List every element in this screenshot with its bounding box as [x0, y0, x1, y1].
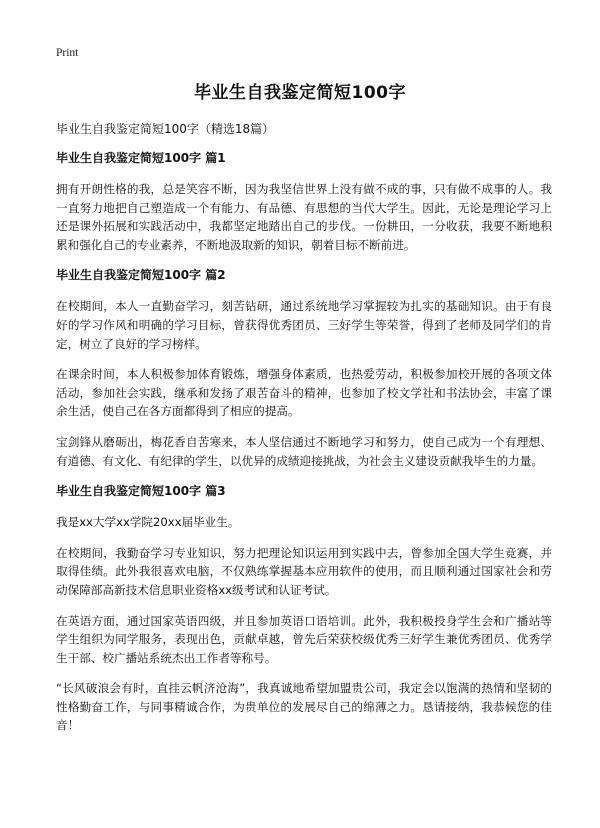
- section-heading: 毕业生自我鉴定简短100字 篇2: [56, 268, 226, 283]
- paragraph: 在校期间，我勤奋学习专业知识，努力把理论知识运用到实践中去，曾参加全国大学生竞赛，并取得佳绩。此外我很喜欢电脑，不仅熟练掌握基本应用软件的使用，而且顺利通过国家社会和劳动保障部高新技术信息职业资格xx级考试和认证考试。: [56, 545, 552, 597]
- paragraph: 我是xx大学xx学院20xx届毕业生。: [56, 515, 240, 530]
- section-3: [56, 482, 552, 735]
- section-2: [56, 266, 552, 470]
- paragraph: “长风破浪会有时，直挂云帆济沧海”，我真诚地希望加盟贵公司，我定会以饱满的热情和坚韧的性格勤奋工作，与同事精诚合作，为贵单位的发展尽自己的绵薄之力。恳请接纳，我恭候您的佳音！: [56, 681, 552, 733]
- document-body: [56, 120, 552, 747]
- paragraph: 拥有开朗性格的我，总是笑容不断，因为我坚信世界上没有做不成的事，只有做不成事的人。我一直努力地把自己塑造成一个有能力、有品德、有思想的当代大学生。因此，无论是理论学习上还是课外拓展和实践活动中，我都坚定地踏出自己的步伐。一份耕田，一分收获，我要不断地积累和强化自己的专业素养，不断地汲取新的知识，朝着目标不断前进。: [56, 182, 552, 252]
- section-1: [56, 149, 552, 254]
- page-title: 毕业生自我鉴定简短100字: [194, 83, 406, 103]
- paragraph: 在校期间，本人一直勤奋学习，刻苦钻研，通过系统地学习掌握较为扎实的基础知识。由于有良好的学习作风和明确的学习目标，曾获得优秀团员、三好学生等荣誉，得到了老师及同学们的肯定，树立了良好的学习榜样。: [56, 299, 552, 351]
- paragraph: 在英语方面，通过国家英语四级，并且参加英语口语培训。此外，我积极投身学生会和广播站等学生组织为同学服务，表现出色，贡献卓越，曾先后荣获校级优秀三好学生兼优秀团员、优秀学生干部、校广播站系统杰出工作者等称号。: [56, 613, 552, 665]
- section-heading: 毕业生自我鉴定简短100字 篇3: [56, 484, 226, 499]
- paragraph: 在课余时间，本人积极参加体育锻炼，增强身体素质，也热爱劳动，积极参加校开展的各项文体活动，参加社会实践，继承和发扬了艰苦奋斗的精神，也参加了校文学社和书法协会，丰富了课余生活，使自己在各方面都得到了相应的提高。: [56, 367, 552, 419]
- print-link[interactable]: Print: [56, 47, 79, 59]
- document-subtitle: 毕业生自我鉴定简短100字（精选18篇）: [56, 122, 275, 136]
- paragraph: 宝剑锋从磨砺出，梅花香自苦寒来，本人坚信通过不断地学习和努力，使自己成为一个有理想、有道德、有文化、有纪律的学生，以优异的成绩迎接挑战，为社会主义建设贡献我毕生的力量。: [56, 434, 552, 468]
- section-heading: 毕业生自我鉴定简短100字 篇1: [56, 151, 226, 165]
